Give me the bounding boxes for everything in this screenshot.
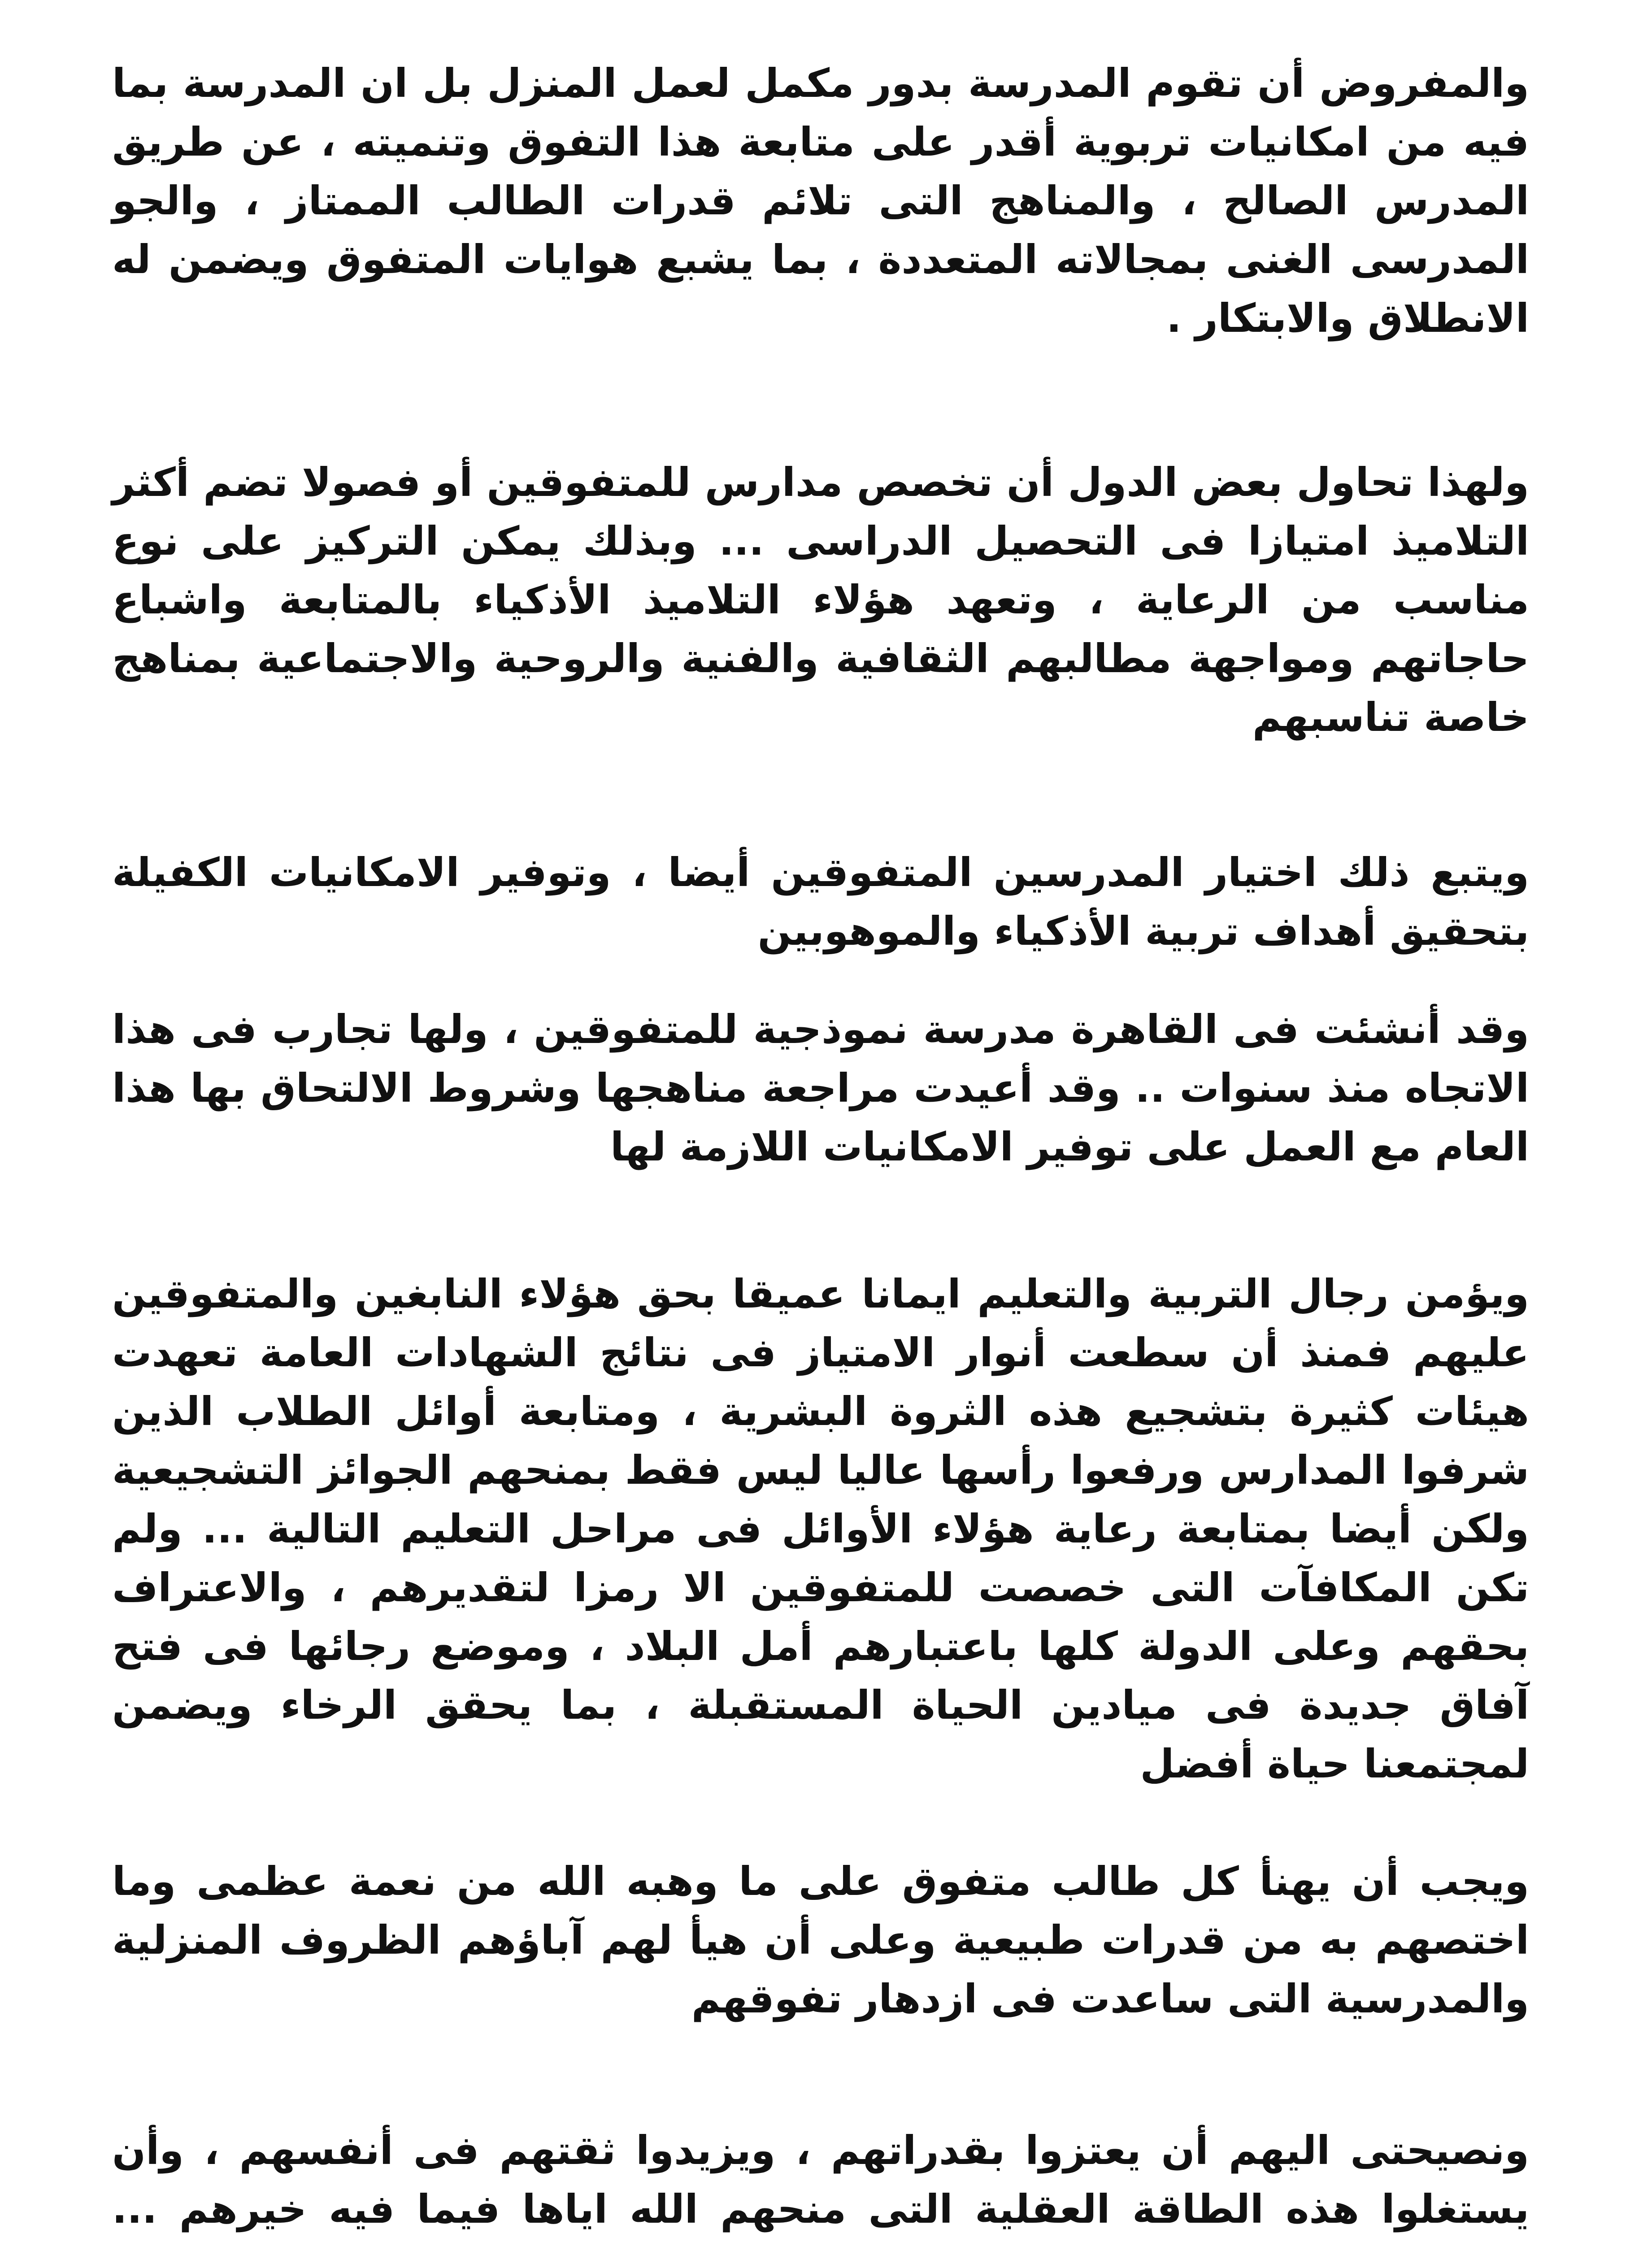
paragraph-advice: ونصيحتى اليهم أن يعتزوا بقدراتهم ، ويزيدوا ثقتهم فى أنفسهم ، وأن يستغلوا هذه الطاقة العقلية التى منحهم الله اياها فيما فيه خيرهم ... bbox=[112, 2127, 1529, 2232]
paragraph-teacher-selection: ويتبع ذلك اختيار المدرسين المتفوقين أيضا ، وتوفير الامكانيات الكفيلة بتحقيق أهداف تربية الأذكياء والموهوبين bbox=[112, 849, 1529, 954]
paragraph-school-role: والمفروض أن تقوم المدرسة بدور مكمل لعمل المنزل بل ان المدرسة بما فيه من امكانيات تربوية أقدر على متابعة هذا التفوق وتنميته ، عن طريق المدرس الصالح ، والمناهج التى تلائم قدرات الطالب الممتاز ، والجو المدرسى الغنى بمجالاته المتعددة ، بما يشبع هوايات المتفوق ويضمن له الانطلاق والابتكار . bbox=[112, 60, 1529, 341]
paragraph-educators-belief: ويؤمن رجال التربية والتعليم ايمانا عميقا بحق هؤلاء النابغين والمتفوقين عليهم فمنذ أن سطعت أنوار الامتياز فى نتائج الشهادات العامة تعهدت هيئات كثيرة بتشجيع هذه الثروة البشرية ، ومتابعة أوائل الطلاب الذين شرفوا المدارس ورفعوا رأسها عاليا ليس فقط بمنحهم الجوائز التشجيعية ولكن أيضا بمتابعة رعاية هؤلاء الأوائل فى مراحل التعليم التالية ... ولم تكن المكافآت التى خصصت للمتفوقين الا رمزا لتقديرهم ، والاعتراف بحقهم وعلى الدولة كلها باعتبارهم أمل البلاد ، وموضع رجائها فى فتح آفاق جديدة فى ميادين الحياة المستقبلة ، بما يحقق الرخاء ويضمن لمجتمعنا حياة أفضل bbox=[112, 1271, 1529, 1787]
paragraph-gifted-schools: ولهذا تحاول بعض الدول أن تخصص مدارس للمتفوقين أو فصولا تضم أكثر التلاميذ امتيازا فى التحصيل الدراسى ... وبذلك يمكن التركيز على نوع مناسب من الرعاية ، وتعهد هؤلاء التلاميذ الأذكياء بالمتابعة واشباع حاجاتهم ومواجهة مطالبهم الثقافية والفنية والروحية والاجتماعية بمناهج خاصة تناسبهم bbox=[112, 459, 1529, 740]
paragraph-congratulations: ويجب أن يهنأ كل طالب متفوق على ما وهبه الله من نعمة عظمى وما اختصهم به من قدرات طبيعية وعلى أن هيأ لهم آباؤهم الظروف المنزلية والمدرسية التى ساعدت فى ازدهار تفوقهم bbox=[112, 1858, 1529, 2022]
paragraph-cairo-model-school: وقد أنشئت فى القاهرة مدرسة نموذجية للمتفوقين ، ولها تجارب فى هذا الاتجاه منذ سنوات .. وقد أعيدت مراجعة مناهجها وشروط الالتحاق بها هذا العام مع العمل على توفير الامكانيات اللازمة لها bbox=[112, 1006, 1529, 1170]
